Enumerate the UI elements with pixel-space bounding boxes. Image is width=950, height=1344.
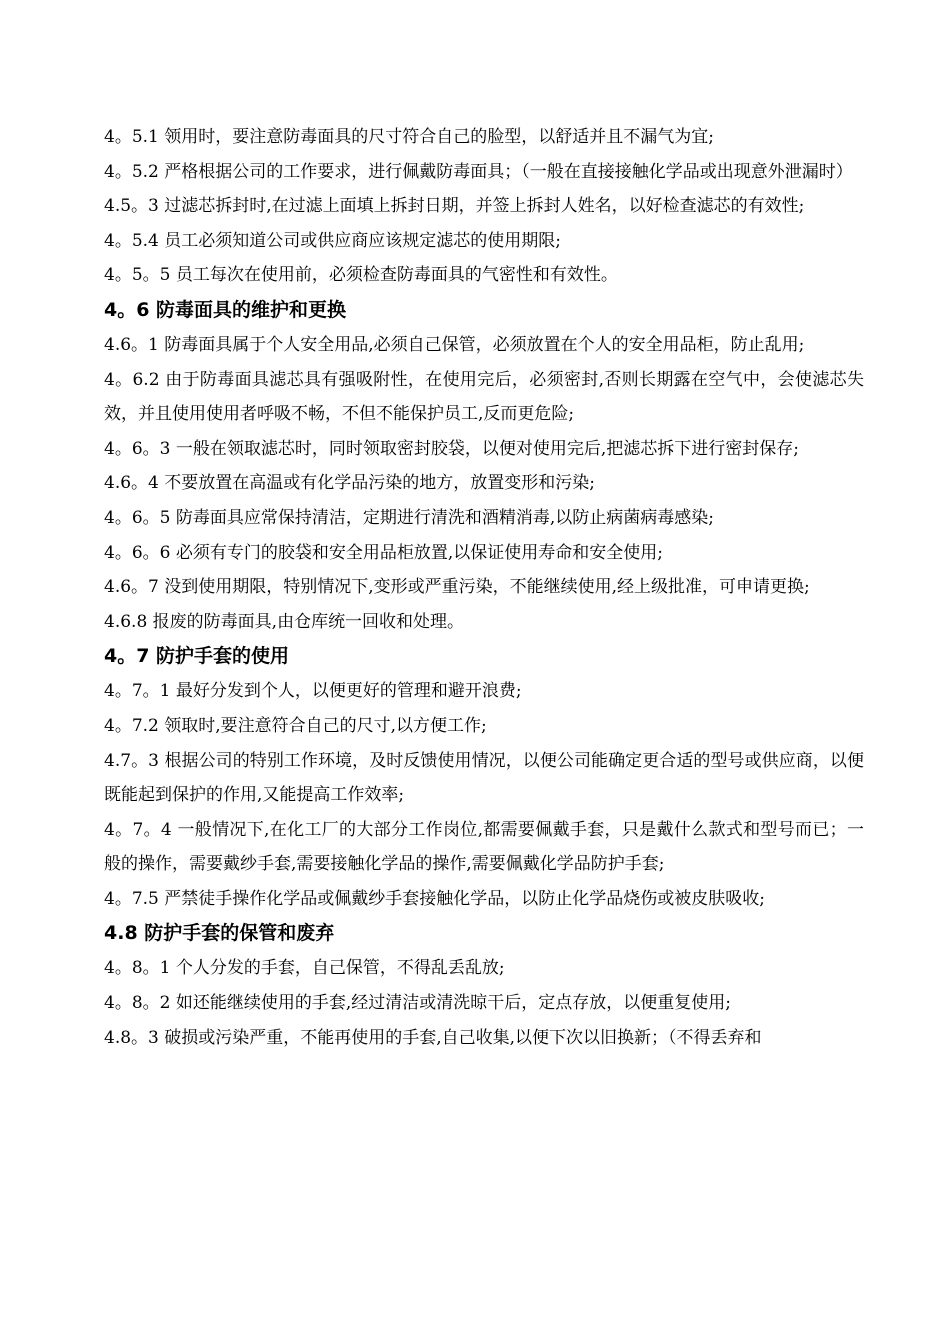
paragraph-4-5-2: 4。5.2 严格根据公司的工作要求，进行佩戴防毒面具；（一般在直接接触化学品或出现意外泄漏时） <box>104 161 853 182</box>
paragraph-4-7-3: 4.7。3 根据公司的特别工作环境，及时反馈使用情况，以便公司能确定更合适的型号或供应商，以便既能起到保护的作用,又能提高工作效率; <box>104 750 864 806</box>
paragraph-4-8-2: 4。8。2 如还能继续使用的手套,经过清洁或清洗晾干后，定点存放，以便重复使用; <box>104 993 731 1014</box>
paragraph-4-5-3: 4.5。3 过滤芯拆封时,在过滤上面填上拆封日期，并签上拆封人姓名，以好检查滤芯的有效性; <box>104 196 805 217</box>
paragraph-4-7-1: 4。7。1 最好分发到个人，以便更好的管理和避开浪费; <box>104 681 522 702</box>
paragraph-4-6-2: 4。6.2 由于防毒面具滤芯具有强吸附性，在使用完后，必须密封,否则长期露在空气中，会使滤芯失效，并且使用使用者呼吸不畅，不但不能保护员工,反而更危险; <box>104 369 864 425</box>
paragraph-4-5-4: 4。5.4 员工必须知道公司或供应商应该规定滤芯的使用期限; <box>104 230 561 251</box>
paragraph-4-6-1: 4.6。1 防毒面具属于个人安全用品,必须自己保管，必须放置在个人的安全用品柜，防止乱用; <box>104 334 805 355</box>
paragraph-4-6-4: 4.6。4 不要放置在高温或有化学品污染的地方，放置变形和污染; <box>104 473 595 494</box>
section-heading-4-7: 4。7 防护手套的使用 <box>104 645 290 668</box>
paragraph-4-6-7: 4.6。7 没到使用期限，特别情况下,变形或严重污染，不能继续使用,经上级批准，可申请更换; <box>104 577 810 598</box>
paragraph-4-8-1: 4。8。1 个人分发的手套，自己保管，不得乱丢乱放; <box>104 958 505 979</box>
paragraph-4-7-5: 4。7.5 严禁徒手操作化学品或佩戴纱手套接触化学品，以防止化学品烧伤或被皮肤吸收; <box>104 888 765 909</box>
section-heading-4-6: 4。6 防毒面具的维护和更换 <box>104 298 347 321</box>
paragraph-4-6-8: 4.6.8 报废的防毒面具,由仓库统一回收和处理。 <box>104 611 465 632</box>
paragraph-4-8-3: 4.8。3 破损或污染严重，不能再使用的手套,自己收集,以便下次以旧换新；（不得丢弃和 <box>104 1027 762 1048</box>
document-body <box>104 120 864 1055</box>
paragraph-4-7-4: 4。7。4 一般情况下,在化工厂的大部分工作岗位,都需要佩戴手套，只是戴什么款式和型号而已；一般的操作，需要戴纱手套,需要接触化学品的操作,需要佩戴化学品防护手套; <box>104 819 864 875</box>
paragraph-4-5-1: 4。5.1 领用时，要注意防毒面具的尺寸符合自己的脸型，以舒适并且不漏气为宜; <box>104 127 714 147</box>
section-heading-4-8: 4.8 防护手套的保管和废弃 <box>104 922 335 945</box>
paragraph-4-5-5: 4。5。5 员工每次在使用前，必须检查防毒面具的气密性和有效性。 <box>104 265 618 286</box>
paragraph-4-6-5: 4。6。5 防毒面具应常保持清洁，定期进行清洗和酒精消毒,以防止病菌病毒感染; <box>104 507 714 528</box>
paragraph-4-7-2: 4。7.2 领取时,要注意符合自己的尺寸,以方便工作; <box>104 715 487 736</box>
paragraph-4-6-6: 4。6。6 必须有专门的胶袋和安全用品柜放置,以保证使用寿命和安全使用; <box>104 542 663 563</box>
paragraph-4-6-3: 4。6。3 一般在领取滤芯时，同时领取密封胶袋，以便对使用完后,把滤芯拆下进行密封保存; <box>104 438 799 459</box>
